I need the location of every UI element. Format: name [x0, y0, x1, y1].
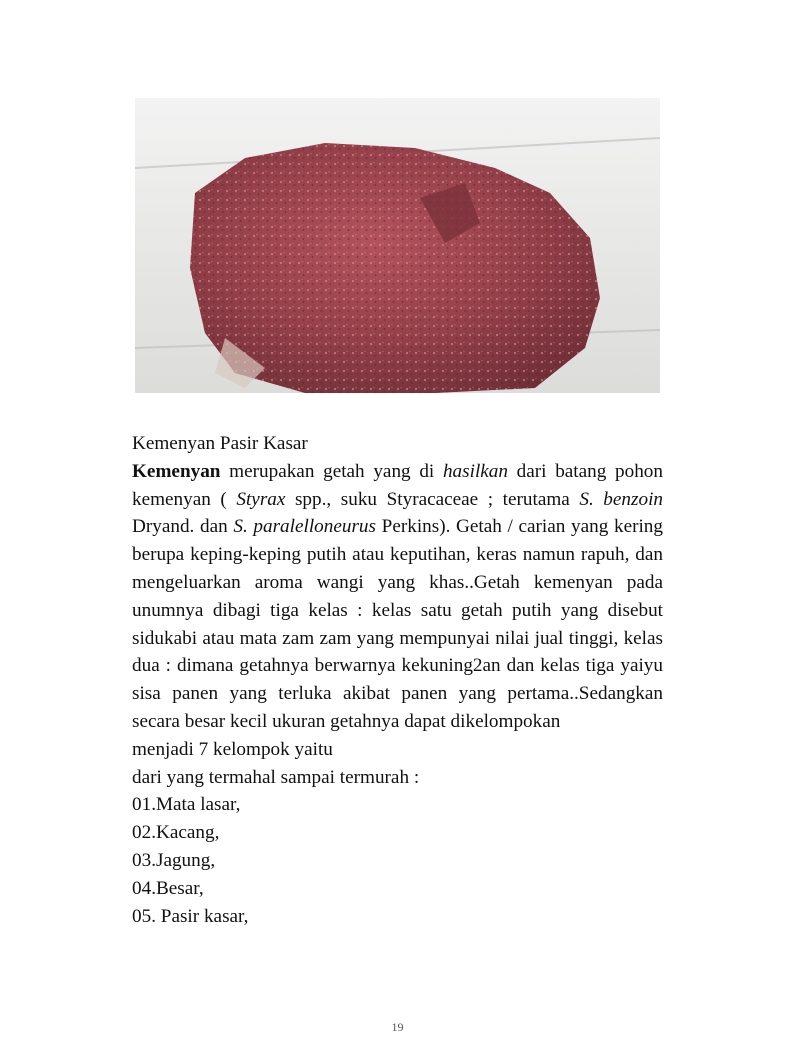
list-item: 02.Kacang, — [132, 822, 220, 844]
italic-styrax: Styrax — [236, 488, 286, 510]
paragraph-text: dari batang pohon kemenyan ( — [132, 460, 663, 510]
list-item: 01.Mata lasar, — [132, 794, 241, 816]
kemenyan-stone-image — [135, 98, 660, 393]
group-line: menjadi 7 kelompok yaitu — [132, 738, 333, 760]
italic-s-paralelloneurus: S. paralelloneurus — [233, 516, 376, 538]
photo-caption: Kemenyan Pasir Kasar — [132, 433, 308, 454]
italic-hasilkan: hasilkan — [442, 460, 508, 482]
list-item: 04.Besar, — [132, 877, 204, 899]
paragraph-text: spp., suku Styracaceae ; terutama — [285, 488, 580, 510]
page-number: 19 — [391, 1020, 404, 1034]
description-paragraph — [132, 458, 663, 736]
document-body — [132, 430, 663, 930]
italic-s-benzoin: S. benzoin — [579, 488, 663, 510]
paragraph-text: Perkins). Getah / carian yang kering berupa keping-keping putih atau keputihan, keras namun rapuh, dan mengeluarkan aroma wangi yang khas..Getah kemenyan pada unumnya dibagi tiga kelas : kelas satu getah putih yang disebut sidukabi atau mata zam zam yang mempunyai nilai jual tinggi, kelas dua : dimana getahnya berwarnya kekuning2an dan kelas tiga yaiyu sisa panen yang terluka akibat panen yang pertama..Sedangkan secara besar kecil ukuran getahnya dapat dikelompokan — [132, 516, 663, 732]
list-item: 03.Jagung, — [132, 849, 216, 871]
size-grade-list — [132, 791, 663, 930]
kemenyan-photo — [135, 98, 660, 393]
term-kemenyan: Kemenyan — [132, 460, 221, 482]
paragraph-text: Dryand. dan — [132, 516, 234, 538]
order-line: dari yang termahal sampai termurah : — [132, 766, 420, 788]
list-item: 05. Pasir kasar, — [132, 905, 249, 927]
paragraph-text: merupakan getah yang di — [220, 460, 443, 482]
